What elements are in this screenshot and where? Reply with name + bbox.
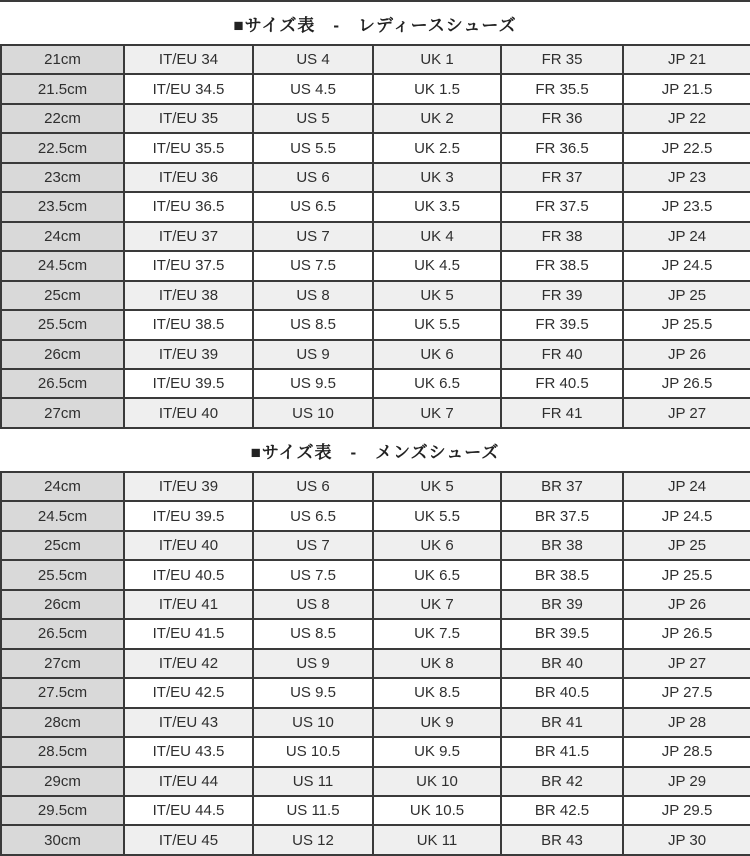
table-row <box>1 737 750 766</box>
size-value-cell: IT/EU 43.5 <box>124 737 253 766</box>
size-value-cell: UK 6 <box>373 340 501 369</box>
size-cm-cell: 29.5cm <box>1 796 124 825</box>
size-value-cell: UK 1 <box>373 45 501 74</box>
size-cm-cell: 27.5cm <box>1 678 124 707</box>
size-value-cell: FR 38 <box>501 222 623 251</box>
size-value-cell: UK 4 <box>373 222 501 251</box>
size-value-cell: JP 30 <box>623 825 750 855</box>
size-value-cell: UK 10 <box>373 767 501 796</box>
size-value-cell: UK 3 <box>373 163 501 192</box>
size-value-cell: IT/EU 44 <box>124 767 253 796</box>
size-value-cell: BR 40.5 <box>501 678 623 707</box>
size-value-cell: US 6.5 <box>253 501 373 530</box>
size-cm-cell: 25cm <box>1 531 124 560</box>
size-value-cell: UK 7 <box>373 590 501 619</box>
size-value-cell: IT/EU 43 <box>124 708 253 737</box>
table-row <box>1 222 750 251</box>
size-cm-cell: 28cm <box>1 708 124 737</box>
size-value-cell: JP 23 <box>623 163 750 192</box>
size-value-cell: JP 25.5 <box>623 310 750 339</box>
size-cm-cell: 25cm <box>1 281 124 310</box>
size-value-cell: UK 9.5 <box>373 737 501 766</box>
table-row <box>1 531 750 560</box>
size-value-cell: JP 27 <box>623 649 750 678</box>
size-value-cell: IT/EU 42.5 <box>124 678 253 707</box>
size-value-cell: UK 6 <box>373 531 501 560</box>
size-cm-cell: 26.5cm <box>1 369 124 398</box>
table-row <box>1 163 750 192</box>
table-row <box>1 796 750 825</box>
size-value-cell: IT/EU 40 <box>124 531 253 560</box>
size-value-cell: UK 8.5 <box>373 678 501 707</box>
mens-size-table <box>0 471 750 856</box>
size-value-cell: UK 9 <box>373 708 501 737</box>
size-value-cell: US 4.5 <box>253 74 373 103</box>
size-value-cell: IT/EU 39.5 <box>124 501 253 530</box>
size-value-cell: FR 37.5 <box>501 192 623 221</box>
size-value-cell: IT/EU 34.5 <box>124 74 253 103</box>
size-value-cell: IT/EU 38 <box>124 281 253 310</box>
size-cm-cell: 30cm <box>1 825 124 855</box>
size-cm-cell: 25.5cm <box>1 560 124 589</box>
size-cm-cell: 24.5cm <box>1 251 124 280</box>
size-value-cell: IT/EU 44.5 <box>124 796 253 825</box>
size-value-cell: UK 2 <box>373 104 501 133</box>
size-value-cell: US 5.5 <box>253 133 373 162</box>
size-cm-cell: 27cm <box>1 649 124 678</box>
table-row <box>1 501 750 530</box>
size-value-cell: BR 39 <box>501 590 623 619</box>
size-value-cell: US 12 <box>253 825 373 855</box>
size-value-cell: UK 3.5 <box>373 192 501 221</box>
size-value-cell: UK 10.5 <box>373 796 501 825</box>
size-value-cell: US 9 <box>253 340 373 369</box>
size-value-cell: FR 39.5 <box>501 310 623 339</box>
size-value-cell: IT/EU 39 <box>124 472 253 501</box>
size-value-cell: UK 5.5 <box>373 310 501 339</box>
size-value-cell: BR 37 <box>501 472 623 501</box>
table-row <box>1 649 750 678</box>
size-value-cell: IT/EU 40 <box>124 398 253 428</box>
size-value-cell: US 10 <box>253 398 373 428</box>
size-cm-cell: 21.5cm <box>1 74 124 103</box>
size-value-cell: BR 40 <box>501 649 623 678</box>
table-row <box>1 708 750 737</box>
size-value-cell: UK 7 <box>373 398 501 428</box>
size-value-cell: IT/EU 34 <box>124 45 253 74</box>
size-value-cell: JP 21.5 <box>623 74 750 103</box>
table-row <box>1 310 750 339</box>
size-value-cell: BR 39.5 <box>501 619 623 648</box>
size-value-cell: IT/EU 38.5 <box>124 310 253 339</box>
size-value-cell: UK 5 <box>373 281 501 310</box>
size-value-cell: IT/EU 40.5 <box>124 560 253 589</box>
size-value-cell: UK 7.5 <box>373 619 501 648</box>
table-row <box>1 472 750 501</box>
size-value-cell: JP 24.5 <box>623 501 750 530</box>
size-value-cell: FR 35.5 <box>501 74 623 103</box>
table-row <box>1 560 750 589</box>
size-value-cell: JP 28.5 <box>623 737 750 766</box>
size-value-cell: US 8.5 <box>253 619 373 648</box>
size-cm-cell: 24cm <box>1 472 124 501</box>
size-cm-cell: 24cm <box>1 222 124 251</box>
size-value-cell: BR 38 <box>501 531 623 560</box>
size-value-cell: IT/EU 41.5 <box>124 619 253 648</box>
size-value-cell: JP 22 <box>623 104 750 133</box>
size-value-cell: BR 41.5 <box>501 737 623 766</box>
size-value-cell: US 7 <box>253 222 373 251</box>
size-cm-cell: 26cm <box>1 340 124 369</box>
size-value-cell: UK 8 <box>373 649 501 678</box>
size-value-cell: US 6.5 <box>253 192 373 221</box>
size-value-cell: JP 25 <box>623 281 750 310</box>
size-value-cell: FR 40.5 <box>501 369 623 398</box>
size-value-cell: US 8 <box>253 590 373 619</box>
size-value-cell: FR 38.5 <box>501 251 623 280</box>
size-value-cell: JP 27.5 <box>623 678 750 707</box>
table-row <box>1 340 750 369</box>
table-row <box>1 619 750 648</box>
size-value-cell: US 9.5 <box>253 369 373 398</box>
size-value-cell: IT/EU 42 <box>124 649 253 678</box>
size-cm-cell: 23cm <box>1 163 124 192</box>
size-value-cell: FR 41 <box>501 398 623 428</box>
size-value-cell: US 11.5 <box>253 796 373 825</box>
size-value-cell: JP 26 <box>623 340 750 369</box>
table-row <box>1 133 750 162</box>
size-value-cell: JP 29.5 <box>623 796 750 825</box>
size-value-cell: FR 39 <box>501 281 623 310</box>
size-value-cell: IT/EU 35.5 <box>124 133 253 162</box>
size-value-cell: JP 27 <box>623 398 750 428</box>
size-value-cell: US 7.5 <box>253 251 373 280</box>
size-value-cell: UK 11 <box>373 825 501 855</box>
size-value-cell: JP 29 <box>623 767 750 796</box>
size-value-cell: US 10.5 <box>253 737 373 766</box>
size-value-cell: JP 23.5 <box>623 192 750 221</box>
size-value-cell: UK 4.5 <box>373 251 501 280</box>
size-value-cell: FR 40 <box>501 340 623 369</box>
size-value-cell: IT/EU 35 <box>124 104 253 133</box>
size-cm-cell: 24.5cm <box>1 501 124 530</box>
size-value-cell: UK 1.5 <box>373 74 501 103</box>
size-value-cell: UK 6.5 <box>373 369 501 398</box>
size-value-cell: UK 5.5 <box>373 501 501 530</box>
size-cm-cell: 27cm <box>1 398 124 428</box>
table-row <box>1 369 750 398</box>
size-value-cell: US 4 <box>253 45 373 74</box>
mens-size-title: ■サイズ表 - メンズシューズ <box>250 442 500 462</box>
size-value-cell: BR 37.5 <box>501 501 623 530</box>
size-value-cell: US 8 <box>253 281 373 310</box>
size-value-cell: US 7.5 <box>253 560 373 589</box>
size-value-cell: US 9 <box>253 649 373 678</box>
size-value-cell: BR 43 <box>501 825 623 855</box>
size-value-cell: IT/EU 37 <box>124 222 253 251</box>
size-value-cell: JP 22.5 <box>623 133 750 162</box>
size-cm-cell: 21cm <box>1 45 124 74</box>
table-row <box>1 825 750 855</box>
size-value-cell: US 5 <box>253 104 373 133</box>
size-cm-cell: 26cm <box>1 590 124 619</box>
size-value-cell: IT/EU 36.5 <box>124 192 253 221</box>
size-value-cell: US 6 <box>253 163 373 192</box>
ladies-size-table <box>0 44 750 429</box>
size-value-cell: FR 36 <box>501 104 623 133</box>
table-row <box>1 678 750 707</box>
size-cm-cell: 25.5cm <box>1 310 124 339</box>
size-cm-cell: 29cm <box>1 767 124 796</box>
size-value-cell: IT/EU 39.5 <box>124 369 253 398</box>
table-row <box>1 590 750 619</box>
size-value-cell: JP 24.5 <box>623 251 750 280</box>
size-value-cell: JP 26 <box>623 590 750 619</box>
size-value-cell: IT/EU 45 <box>124 825 253 855</box>
size-cm-cell: 23.5cm <box>1 192 124 221</box>
size-value-cell: JP 24 <box>623 472 750 501</box>
size-value-cell: US 10 <box>253 708 373 737</box>
size-cm-cell: 22.5cm <box>1 133 124 162</box>
size-value-cell: US 8.5 <box>253 310 373 339</box>
ladies-size-title: ■サイズ表 - レディースシューズ <box>233 15 517 35</box>
size-value-cell: BR 38.5 <box>501 560 623 589</box>
size-value-cell: IT/EU 41 <box>124 590 253 619</box>
size-value-cell: US 9.5 <box>253 678 373 707</box>
size-value-cell: IT/EU 36 <box>124 163 253 192</box>
size-cm-cell: 26.5cm <box>1 619 124 648</box>
size-value-cell: US 6 <box>253 472 373 501</box>
table-row <box>1 45 750 74</box>
table-row <box>1 192 750 221</box>
size-value-cell: IT/EU 37.5 <box>124 251 253 280</box>
size-value-cell: FR 36.5 <box>501 133 623 162</box>
table-row <box>1 251 750 280</box>
size-value-cell: UK 6.5 <box>373 560 501 589</box>
size-value-cell: BR 42 <box>501 767 623 796</box>
table-row <box>1 74 750 103</box>
size-value-cell: JP 21 <box>623 45 750 74</box>
size-cm-cell: 22cm <box>1 104 124 133</box>
size-value-cell: UK 2.5 <box>373 133 501 162</box>
size-value-cell: JP 25 <box>623 531 750 560</box>
size-value-cell: FR 35 <box>501 45 623 74</box>
size-value-cell: FR 37 <box>501 163 623 192</box>
size-value-cell: JP 26.5 <box>623 619 750 648</box>
table-row <box>1 104 750 133</box>
size-value-cell: JP 28 <box>623 708 750 737</box>
table-row <box>1 767 750 796</box>
size-value-cell: IT/EU 39 <box>124 340 253 369</box>
table-row <box>1 281 750 310</box>
size-value-cell: JP 26.5 <box>623 369 750 398</box>
size-value-cell: BR 42.5 <box>501 796 623 825</box>
size-value-cell: JP 24 <box>623 222 750 251</box>
size-value-cell: JP 25.5 <box>623 560 750 589</box>
table-row <box>1 398 750 428</box>
size-value-cell: US 7 <box>253 531 373 560</box>
size-cm-cell: 28.5cm <box>1 737 124 766</box>
size-value-cell: UK 5 <box>373 472 501 501</box>
size-value-cell: US 11 <box>253 767 373 796</box>
size-value-cell: BR 41 <box>501 708 623 737</box>
